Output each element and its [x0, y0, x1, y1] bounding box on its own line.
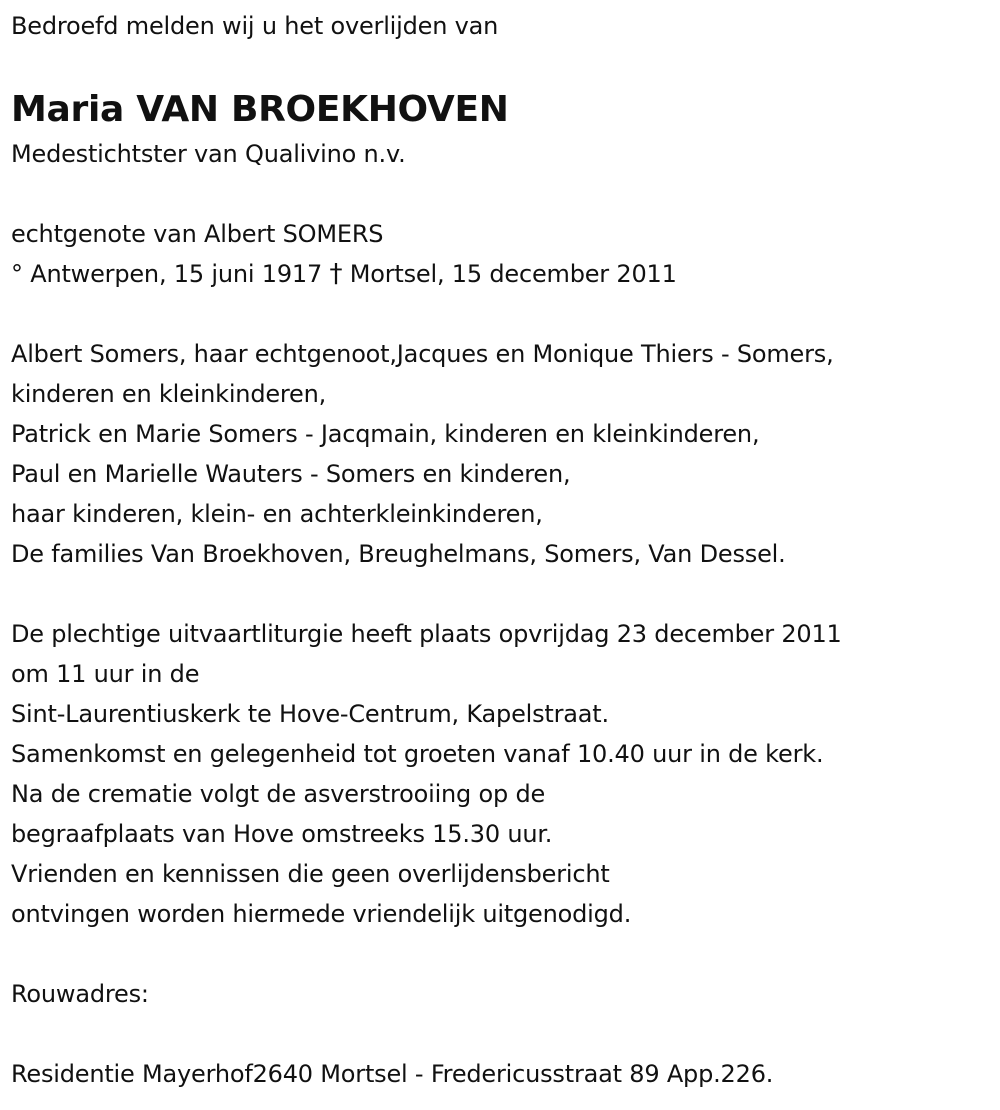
address-label: Rouwadres: [11, 980, 149, 1008]
ceremony-line: begraafplaats van Hove omstreeks 15.30 uur. [11, 820, 553, 848]
spacer [11, 934, 991, 974]
birth-info: ° Antwerpen, 15 juni 1917 [11, 260, 323, 288]
cross-icon: † [329, 259, 343, 289]
family-line: De families Van Broekhoven, Breughelmans, Somers, Van Dessel. [11, 540, 786, 568]
family-line: Albert Somers, haar echtgenoot,Jacques en Monique Thiers - Somers, [11, 340, 834, 368]
family-line: kinderen en kleinkinderen, [11, 380, 327, 408]
family-list [11, 334, 991, 574]
deceased-title: Medestichtster van Qualivino n.v. [11, 140, 406, 168]
spouse-line: echtgenote van Albert SOMERS [11, 220, 384, 248]
spacer [11, 174, 991, 214]
family-line: Paul en Marielle Wauters - Somers en kinderen, [11, 460, 571, 488]
ceremony-line: Vrienden en kennissen die geen overlijdensbericht [11, 860, 610, 888]
spacer [11, 294, 991, 334]
deceased-name: Maria VAN BROEKHOVEN [11, 89, 509, 130]
ceremony-line: om 11 uur in de [11, 660, 200, 688]
address-value: Residentie Mayerhof2640 Mortsel - Fredericusstraat 89 App.226. [11, 1060, 774, 1088]
death-info: Mortsel, 15 december 2011 [349, 260, 677, 288]
intro-text: Bedroefd melden wij u het overlijden van [11, 12, 499, 40]
death-notice [11, 0, 991, 1094]
ceremony-line: ontvingen worden hiermede vriendelijk uitgenodigd. [11, 900, 632, 928]
ceremony-line: Sint-Laurentiuskerk te Hove-Centrum, Kapelstraat. [11, 700, 609, 728]
spacer [11, 574, 991, 614]
spacer [11, 1014, 991, 1054]
ceremony-line: Na de crematie volgt de asverstrooiing op de [11, 780, 546, 808]
ceremony-line: De plechtige uitvaartliturgie heeft plaats opvrijdag 23 december 2011 [11, 620, 842, 648]
family-line: Patrick en Marie Somers - Jacqmain, kinderen en kleinkinderen, [11, 420, 760, 448]
ceremony-line: Samenkomst en gelegenheid tot groeten vanaf 10.40 uur in de kerk. [11, 740, 824, 768]
ceremony-details [11, 614, 991, 934]
life-dates [11, 254, 991, 294]
family-line: haar kinderen, klein- en achterkleinkinderen, [11, 500, 543, 528]
